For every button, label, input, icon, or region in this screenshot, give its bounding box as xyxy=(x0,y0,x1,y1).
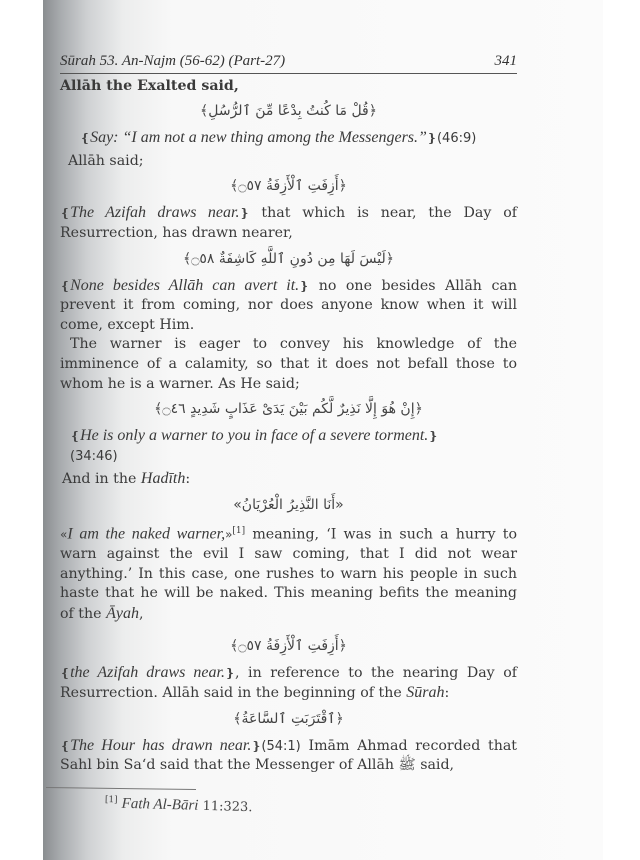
paragraph: And in the Hadīth: xyxy=(62,470,191,488)
arabic-verse: ﴿أَزِفَتِ ٱلْأَزِفَةُ ۝٥٧﴾ xyxy=(230,178,347,195)
footnote: [1] Fath Al-Bāri 11:323. xyxy=(104,795,253,816)
close-bracket-icon: ❵ xyxy=(224,665,235,680)
open-bracket-icon: ❴ xyxy=(80,131,91,146)
quoted-verse: ❴Say: “I am not a new thing among the Messengers.”❵(46:9) xyxy=(80,129,477,147)
quoted-paragraph: ❴None besides Allāh can avert it.❵ no one besides Allāh can prevent it from coming, nor does anyone know when it will come, except Him. xyxy=(60,276,517,333)
close-bracket-icon: ❵ xyxy=(239,206,250,221)
footnote-marker[interactable]: [1] xyxy=(232,525,246,536)
close-bracket-icon: ❵ xyxy=(426,131,437,146)
close-bracket-icon: ❵ xyxy=(428,429,439,444)
arabic-verse: ﴿أَزِفَتِ ٱلْأَزِفَةُ ۝٥٧﴾ xyxy=(230,637,347,654)
close-bracket-icon: ❵ xyxy=(251,738,262,753)
running-title: Sūrah 53. An-Najm (56-62) (Part-27) xyxy=(60,53,286,69)
paragraph: Allāh the Exalted said, xyxy=(60,77,239,94)
paragraph: Allāh said; xyxy=(68,152,144,169)
footnote-divider xyxy=(46,787,196,790)
quoted-paragraph: ❴the Azifah draws near.❵, in reference to the nearing Day of Resurrection. Allāh said in the beginning of the Sūrah: xyxy=(60,663,517,702)
footnote-marker: [1] xyxy=(104,795,118,806)
quoted-verse: ❴He is only a warner to you in face of a severe torment.❵ (34:46) xyxy=(70,427,439,464)
quoted-paragraph: ❴The Azifah draws near.❵ that which is near, the Day of Resurrection, has drawn nearer, xyxy=(60,204,518,241)
page-content xyxy=(60,52,517,776)
arabic-verse: ﴿لَيْسَ لَهَا مِن دُونِ ٱللَّهِ كَاشِفَةٌ ۝٥٨﴾ xyxy=(183,250,394,267)
open-bracket-icon: ❴ xyxy=(60,665,71,680)
open-bracket-icon: ❴ xyxy=(60,278,71,293)
open-bracket-icon: ❴ xyxy=(60,206,71,221)
book-page xyxy=(43,0,603,860)
paragraph: The warner is eager to convey his knowledge of the imminence of a calamity, so that it does not befall those to whom he is a warner. As He said; xyxy=(60,336,517,392)
open-bracket-icon: ❴ xyxy=(70,429,81,444)
arabic-hadith: «أَنَا النَّذِيرُ الْعُرْيَانُ» xyxy=(233,496,344,513)
running-header xyxy=(60,52,517,74)
page-number: 341 xyxy=(494,53,517,69)
close-bracket-icon: ❵ xyxy=(299,278,310,293)
open-bracket-icon: ❴ xyxy=(60,738,71,753)
quoted-paragraph: ❴The Hour has drawn near.❵(54:1) Imām Ahmad recorded that Sahl bin Sa‘d said that the Messenger of Allāh ﷺ said, xyxy=(60,736,517,774)
arabic-verse: ﴿قُلْ مَا كُنتُ بِدْعًا مِّنَ ٱلرُّسُلِ﴾ xyxy=(200,103,377,120)
arabic-verse: ﴿ٱقْتَرَبَتِ ٱلسَّاعَةُ﴾ xyxy=(233,710,344,727)
hadith-paragraph: «I am the naked warner,»[1] meaning, ‘I was in such a hurry to warn against the evil I saw coming, that I did not wear anything.’ In this case, one rushes to warn his people in such haste that he will be naked. This meaning befits the meaning of the Āyah, xyxy=(60,525,517,623)
arabic-verse: ﴿إِنْ هُوَ إِلَّا نَذِيرٌ لَّكُم بَيْنَ يَدَىْ عَذَابٍ شَدِيدٍ ۝٤٦﴾ xyxy=(154,401,423,418)
